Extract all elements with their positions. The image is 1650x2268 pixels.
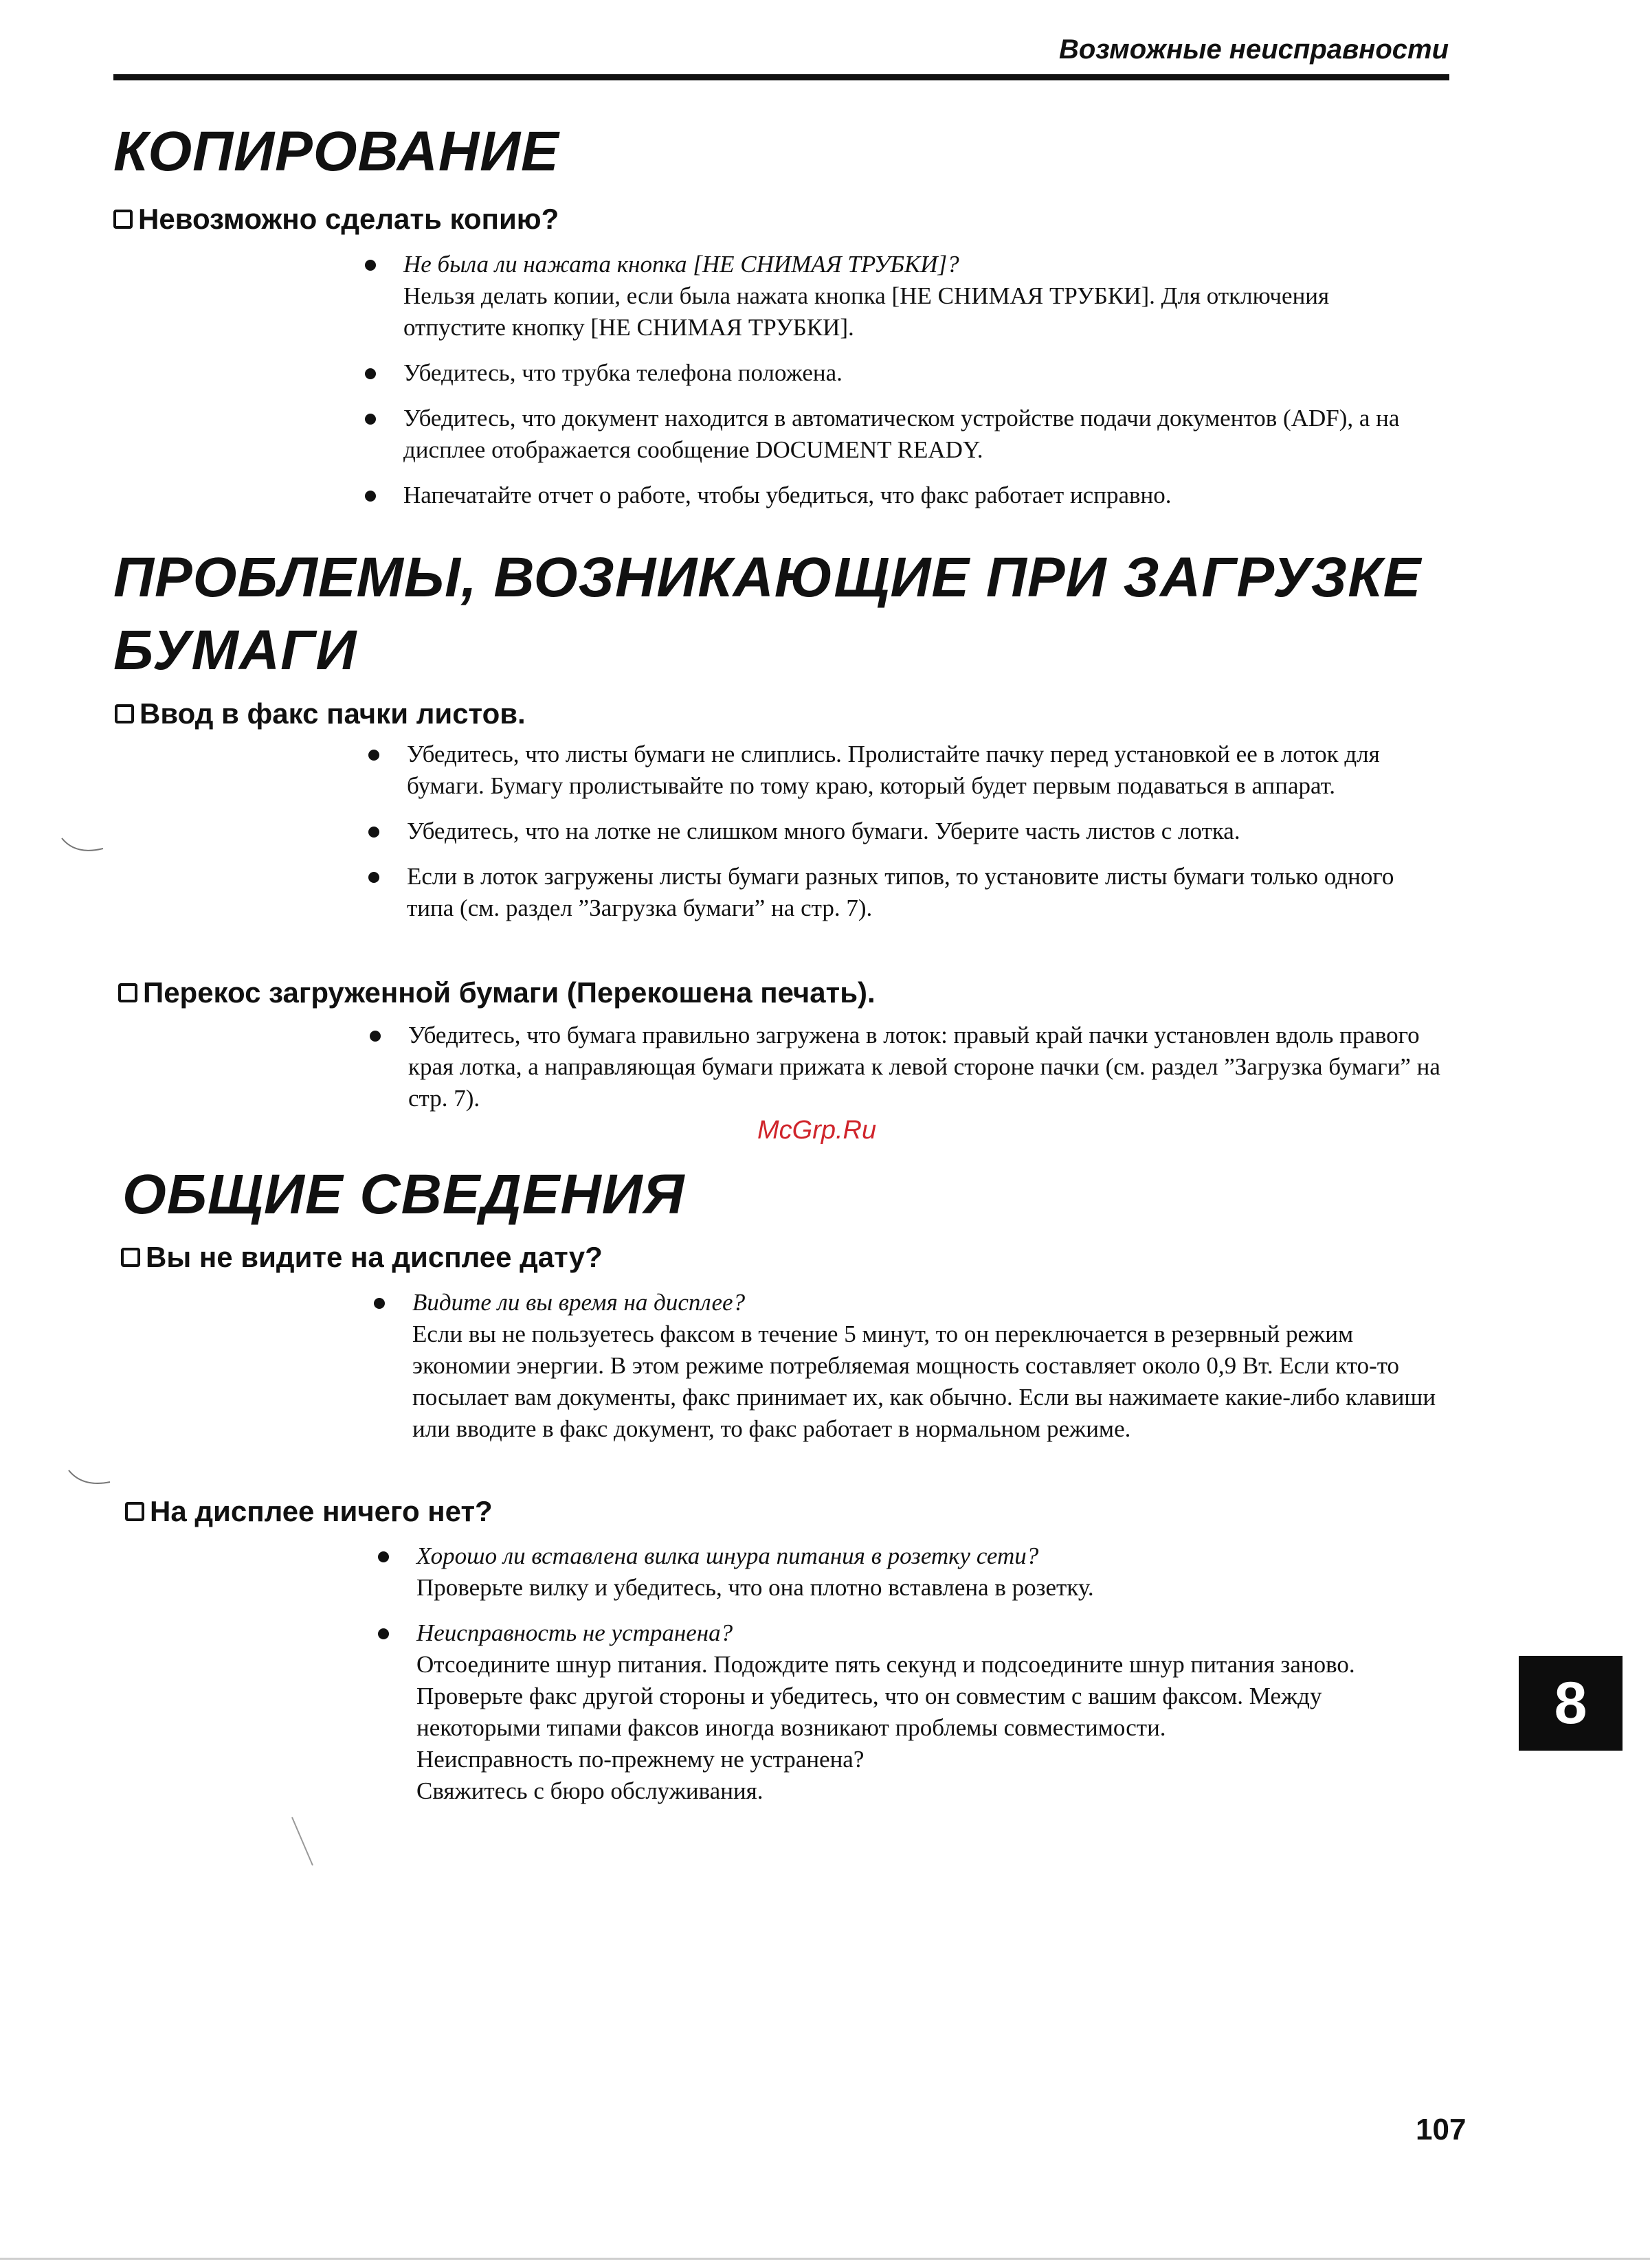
subsection-title: Невозможно сделать копию? <box>138 203 559 235</box>
item-text: Убедитесь, что листы бумаги не слиплись. Пролистайте пачку перед установкой ее в лоток для бумаги. Бумагу пролистывайте по тому краю, который будет первым подаваться в аппарат. <box>407 741 1380 799</box>
bullet-icon <box>378 1551 389 1562</box>
item-text: Убедитесь, что бумага правильно загружена в лоток: правый край пачки установлен вдоль правого края лотка, а направляющая бумаги прижата к левой стороне пачки (см. раздел ”Загрузка бумаги” на стр. 7). <box>408 1022 1440 1112</box>
bullet-icon <box>368 827 379 838</box>
subsection-cannot-copy <box>113 202 559 236</box>
list-item <box>416 1617 1447 1807</box>
list-item <box>407 861 1438 924</box>
subsection-title: Перекос загруженной бумаги (Перекошена печать). <box>143 976 876 1009</box>
section-title-copying: КОПИРОВАНИЕ <box>113 120 559 183</box>
list-item <box>408 1020 1453 1114</box>
list-item <box>403 249 1434 344</box>
bullet-icon <box>365 491 376 502</box>
list-item <box>403 480 1434 511</box>
item-text: Проверьте факс другой стороны и убедитесь, что он совместим с вашим факсом. Между некоторыми типами факсов иногда возникают проблемы совместимости. <box>416 1683 1322 1741</box>
item-question: Неисправность не устранена? <box>416 1619 733 1646</box>
header-rule <box>113 74 1449 80</box>
watermark: McGrp.Ru <box>757 1116 877 1145</box>
bullet-list-skewed <box>408 1020 1453 1128</box>
scan-edge-line <box>0 2258 1650 2260</box>
list-item <box>407 816 1438 847</box>
bullet-icon <box>365 260 376 271</box>
section-title-paper-line1: ПРОБЛЕМЫ, ВОЗНИКАЮЩИЕ ПРИ ЗАГРУЗКЕ <box>113 546 1422 609</box>
checkbox-icon <box>118 983 137 1002</box>
item-question: Хорошо ли вставлена вилка шнура питания в розетку сети? <box>416 1542 1039 1569</box>
subsection-blank-display <box>125 1494 493 1529</box>
item-text: Убедитесь, что документ находится в автоматическом устройстве подачи документов (ADF), а на дисплее отображается сообщение DOCUMENT READY. <box>403 405 1400 463</box>
checkbox-icon <box>113 210 133 229</box>
bullet-list-no-date <box>412 1287 1457 1459</box>
item-text: Напечатайте отчет о работе, чтобы убедиться, что факс работает исправно. <box>403 482 1172 508</box>
item-text: Нельзя делать копии, если была нажата кнопка [НЕ СНИМАЯ ТРУБКИ]. Для отключения отпустите кнопку [НЕ СНИМАЯ ТРУБКИ]. <box>403 282 1330 341</box>
checkbox-icon <box>115 704 134 723</box>
chapter-tab: 8 <box>1519 1656 1623 1751</box>
section-title-general: ОБЩИЕ СВЕДЕНИЯ <box>122 1163 685 1226</box>
bullet-list-multi-feed <box>407 739 1438 938</box>
list-item <box>416 1540 1447 1604</box>
item-text: Отсоедините шнур питания. Подождите пять секунд и подсоедините шнур питания заново. <box>416 1651 1355 1678</box>
item-text: Неисправность по-прежнему не устранена? <box>416 1746 865 1773</box>
section-title-paper-line2: БУМАГИ <box>113 619 357 682</box>
subsection-skewed-paper <box>118 976 876 1010</box>
item-text: Убедитесь, что трубка телефона положена. <box>403 359 843 386</box>
scan-mark-icon <box>62 1460 117 1494</box>
list-item <box>407 739 1438 802</box>
scan-mark-icon <box>289 1814 316 1869</box>
list-item <box>412 1287 1457 1445</box>
bullet-icon <box>378 1628 389 1639</box>
bullet-icon <box>370 1031 381 1042</box>
subsection-no-date <box>121 1240 603 1275</box>
item-text: Если в лоток загружены листы бумаги разных типов, то установите листы бумаги только одного типа (см. раздел ”Загрузка бумаги” на стр. 7). <box>407 863 1394 921</box>
checkbox-icon <box>121 1248 140 1267</box>
item-text: Проверьте вилку и убедитесь, что она плотно вставлена в розетку. <box>416 1574 1094 1601</box>
bullet-icon <box>365 368 376 379</box>
subsection-title: Ввод в факс пачки листов. <box>140 697 526 730</box>
page-number: 107 <box>1416 2113 1467 2146</box>
bullet-icon <box>374 1298 385 1309</box>
list-item <box>403 403 1434 466</box>
subsection-title: Вы не видите на дисплее дату? <box>146 1241 603 1273</box>
item-question: Не была ли нажата кнопка [НЕ СНИМАЯ ТРУБКИ]? <box>403 251 959 278</box>
item-text: Если вы не пользуетесь факсом в течение 5 минут, то он переключается в резервный режим экономии энергии. В этом режиме потребляемая мощность составляет около 0,9 Вт. Если кто-то посылает вам документы, факс принимает их, как обычно. Если вы нажимаете какие-либо клавиши или вводите в факс документ, то факс работает в нормальном режиме. <box>412 1321 1436 1442</box>
running-header: Возможные неисправности <box>1058 34 1449 65</box>
list-item <box>403 357 1434 389</box>
subsection-multi-feed <box>115 697 526 731</box>
subsection-title: На дисплее ничего нет? <box>150 1495 493 1527</box>
bullet-icon <box>368 750 379 761</box>
bullet-icon <box>368 872 379 883</box>
bullet-icon <box>365 414 376 425</box>
bullet-list-blank-display <box>416 1540 1447 1821</box>
bullet-list-copying <box>403 249 1434 525</box>
item-text: Свяжитесь с бюро обслуживания. <box>416 1777 763 1804</box>
scan-mark-icon <box>55 824 110 859</box>
checkbox-icon <box>125 1502 144 1521</box>
item-text: Убедитесь, что на лотке не слишком много бумаги. Уберите часть листов с лотка. <box>407 818 1240 844</box>
item-question: Видите ли вы время на дисплее? <box>412 1289 746 1316</box>
